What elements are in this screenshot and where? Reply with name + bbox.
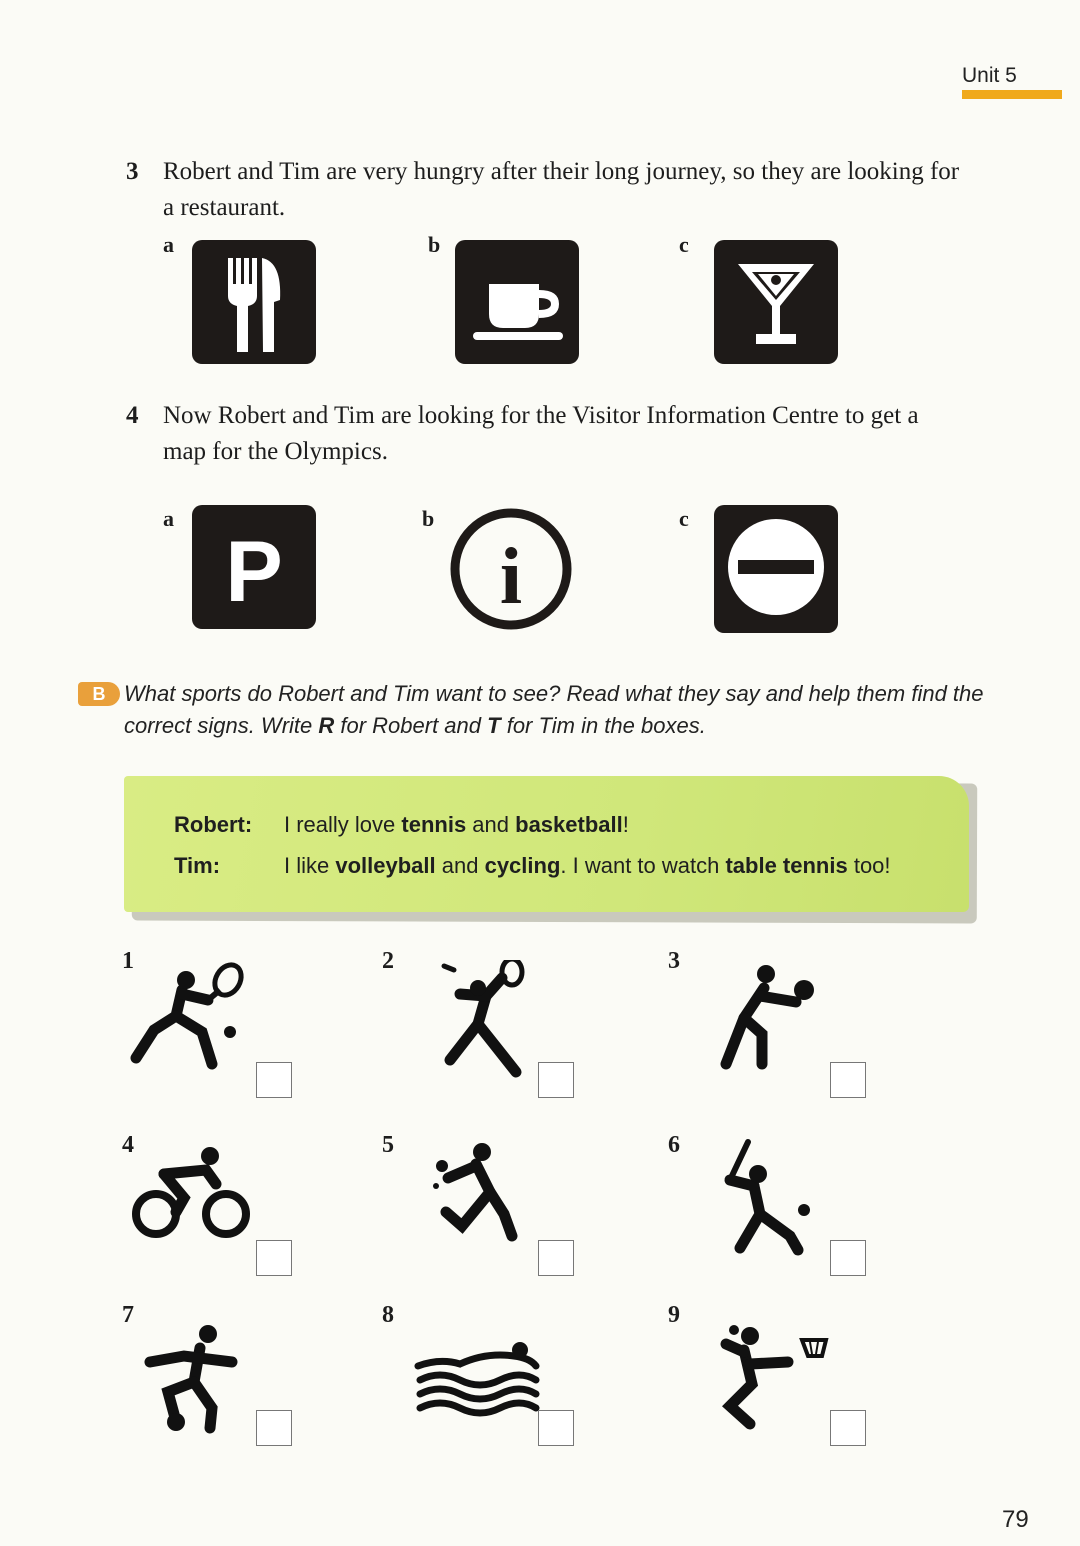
q3-option-a-letter: a xyxy=(163,232,174,257)
sport-7 xyxy=(128,1322,268,1442)
unit-accent-bar xyxy=(962,90,1062,99)
sport-4-number: 4 xyxy=(122,1132,134,1158)
tim-line: I like volleyball and cycling. I want to watch table tennis too! xyxy=(284,853,891,878)
q4-option-a-sign[interactable] xyxy=(192,505,316,629)
q3-option-c-letter: c xyxy=(679,232,689,257)
sport-8-number: 8 xyxy=(382,1302,394,1328)
sport-8-answer-box[interactable] xyxy=(538,1410,574,1446)
sport-3 xyxy=(700,960,840,1080)
question-3-text: Robert and Tim are very hungry after their long journey, so they are looking for a restaurant. xyxy=(163,158,960,221)
question-4-text: Now Robert and Tim are looking for the Visitor Information Centre to get a map for the Olympics. xyxy=(163,402,919,465)
no-entry-icon xyxy=(714,505,838,629)
sport-1-answer-box[interactable] xyxy=(256,1062,292,1098)
q4-option-a-letter: a xyxy=(163,506,174,531)
sport-4 xyxy=(126,1136,266,1256)
q3-option-c-sign[interactable] xyxy=(714,240,838,364)
question-3-number: 3 xyxy=(126,158,139,185)
coffee-cup-icon xyxy=(455,240,579,364)
sport-4-answer-box[interactable] xyxy=(256,1240,292,1276)
robert-line: I really love tennis and basketball! xyxy=(284,812,629,837)
q3-option-b-sign[interactable] xyxy=(455,240,579,364)
cocktail-glass-icon xyxy=(714,240,838,364)
page-number: 79 xyxy=(1002,1506,1029,1533)
baseball-batter-icon xyxy=(700,1136,840,1256)
speaker-tim: Tim: xyxy=(174,853,221,878)
sport-3-number: 3 xyxy=(668,948,680,974)
q4-option-b-letter: b xyxy=(422,506,435,531)
question-4-number: 4 xyxy=(126,402,139,429)
sport-5-answer-box[interactable] xyxy=(538,1240,574,1276)
football-player-icon xyxy=(128,1322,268,1442)
unit-label: Unit 5 xyxy=(962,64,1017,87)
sport-9-answer-box[interactable] xyxy=(830,1410,866,1446)
cyclist-icon xyxy=(126,1136,266,1256)
section-b-instruction: What sports do Robert and Tim want to see? Read what they say and help them find the correct signs. Write R for Robert and T for Tim in the boxes. xyxy=(124,681,984,738)
q4-option-c-letter: c xyxy=(679,506,689,531)
sport-1-number: 1 xyxy=(122,948,134,974)
sport-6-number: 6 xyxy=(668,1132,680,1158)
svg-text:P: P xyxy=(225,524,283,620)
sport-2-number: 2 xyxy=(382,948,394,974)
q4-option-b-sign[interactable] xyxy=(449,507,573,631)
svg-text:i: i xyxy=(499,533,523,621)
sport-5-number: 5 xyxy=(382,1132,394,1158)
sport-8 xyxy=(410,1322,550,1442)
sport-1 xyxy=(120,960,260,1080)
sport-3-answer-box[interactable] xyxy=(830,1062,866,1098)
sport-9-number: 9 xyxy=(668,1302,680,1328)
table-tennis-player-icon xyxy=(420,1136,560,1256)
volleyball-player-icon xyxy=(700,960,840,1080)
basketball-player-icon xyxy=(704,1320,844,1440)
tennis-player-icon xyxy=(120,960,260,1080)
sport-9 xyxy=(704,1320,844,1440)
q4-option-c-sign[interactable] xyxy=(714,505,838,633)
sport-2-answer-box[interactable] xyxy=(538,1062,574,1098)
dialogue-note xyxy=(124,776,969,912)
section-b-badge: B xyxy=(78,682,120,706)
q3-option-b-letter: b xyxy=(428,232,441,257)
sport-7-answer-box[interactable] xyxy=(256,1410,292,1446)
fork-knife-icon xyxy=(192,240,316,364)
sport-6-answer-box[interactable] xyxy=(830,1240,866,1276)
swimmer-icon xyxy=(410,1322,550,1442)
sport-5 xyxy=(420,1136,560,1256)
information-icon xyxy=(449,507,573,631)
sport-6 xyxy=(700,1136,840,1256)
parking-icon xyxy=(192,505,316,629)
q3-option-a-sign[interactable] xyxy=(192,240,316,364)
speaker-robert: Robert: xyxy=(174,812,253,837)
sport-7-number: 7 xyxy=(122,1302,134,1328)
